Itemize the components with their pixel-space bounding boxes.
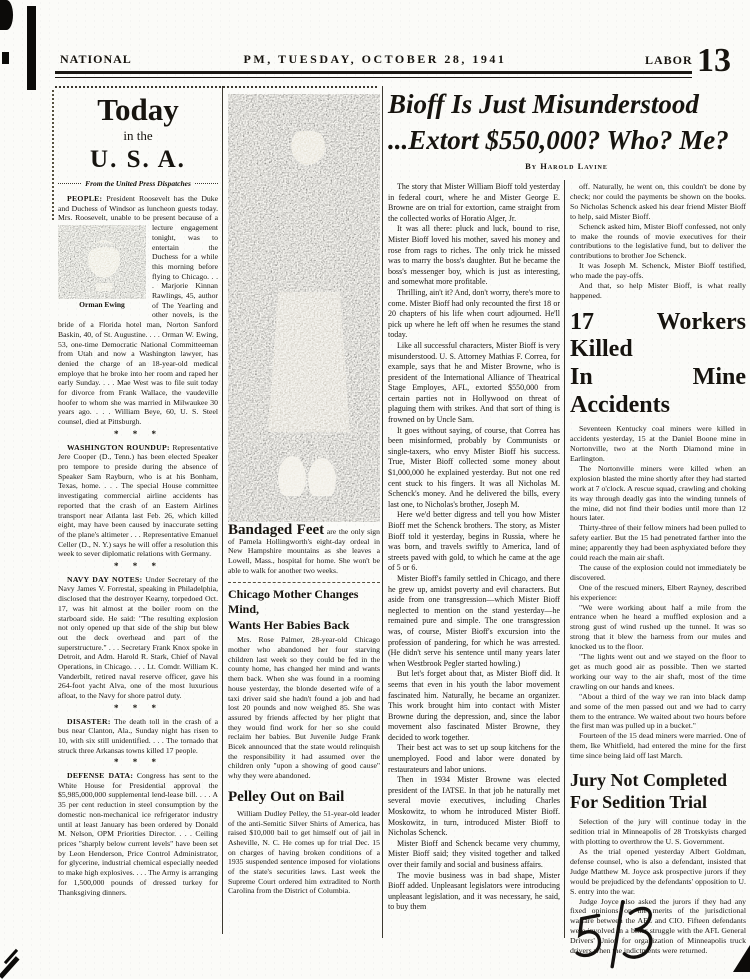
washington-paragraph — [58, 443, 218, 559]
bioff-column-1 — [388, 182, 560, 940]
mine-paragraph: The Nortonville miners were killed when an explosion blasted the mine shortly after they had started work at 7 o'clock. A rescue squad, crawling and choking its way through deadly gas into the winding tunnels of the mine, did not find their bodies until more than 12 hours later. — [570, 463, 746, 523]
section-separator-2: * * * — [114, 561, 162, 572]
column-rule-3 — [564, 180, 565, 938]
today-title-mid: in the — [123, 128, 153, 143]
washington-lead: WASHINGTON ROUNDUP: — [67, 442, 170, 452]
bioff-paragraph: It was all there: pluck and luck, bound to rise, Mister Bioff loved his mother, saved his money and rose from rags to riches. The only trick he missed was to marry the boss's daughter. But he became the boss's messenger boy, which is just as interesting, and somewhat more profitable. — [388, 224, 560, 287]
people-text-after: present because of a lecture engagement tonight, was to entertain the Duchess for a while this morning before flying to Chicago. . . . Marjorie Kinnan Rawlings, 45, author of The Yearling and other novels, is the bride of a Florida hotel man, Norton Sanford Baskin, 40, of St. Augustine. . . . Orman W. Ewing, 53, one-time Democratic National Committeeman from Utah and now a Washington lawyer, has denied the charge of an 18-year-old medical employe that he broke into her room and raped her early Sunday. . . . Mae West was to file suit today for divorce from Frank Wallace, the vaudeville hoofer to whom she was married in Milwaukee 30 years ago. . . . William Beye, 60, U. S. Steel counsel, died at Pittsburgh. — [58, 213, 218, 427]
bioff-paragraph: The story that Mister William Bioff told yesterday in federal court, where he and Mister George E. Browne are on trial for extortion, came straight from the collected works of Horatio Alger, Jr. — [388, 182, 560, 223]
bioff-paragraph: The movie business was in bad shape, Mister Bioff added. Unpleasant legislators were introducing unpleasant legislation, and it was necessary, he said, to buy them — [388, 870, 560, 912]
photo-caption-lead: Bandaged Feet — [228, 522, 325, 538]
section-separator-4: * * * — [114, 757, 162, 768]
defense-lead: DEFENSE DATA: — [67, 771, 134, 781]
navy-paragraph — [58, 575, 218, 701]
photo-caption — [228, 522, 380, 576]
disaster-paragraph — [58, 717, 218, 756]
bioff-paragraph: Schenck asked him, Mister Bioff confessed, not only to make the rounds of movie executives for their contributions to the legislative fund, but to deliver the contributions to brother Joe Schenck. — [570, 221, 746, 261]
bioff-byline: By Harold Lavine — [525, 160, 608, 171]
header-rule — [55, 71, 692, 78]
mine-paragraph: Thirty-three of their fellow miners had been pulled to safety earlier. But the 15 had penetrated farther into the mine; apparently they had been asphyxiated before they could reach the main air shaft. — [570, 523, 746, 563]
bioff-paragraph: It goes without saying, of course, that Correa has been misinformed, probably by Communists or single-taxers, who envy Mister Bioff his success. True, Mister Bioff collected some money about $1,000,000 he explained yesterday. But not one red cent stuck to his fingers. It was all Nicholas M. Schenck's money. And he delivered the bills, every last one, to Nicholas's brother, Joseph M. — [388, 425, 560, 509]
people-lead: PEOPLE: — [67, 194, 103, 203]
pamela-hollingworth-photo — [228, 94, 380, 522]
film-mark-left-chip — [2, 52, 9, 64]
chicago-headline-line1: Chicago Mother Changes Mind, — [228, 586, 359, 617]
pelley-headline: Pelley Out on Bail — [228, 788, 345, 805]
mine-paragraph: One of the rescued miners, Elbert Rayney, described his experience: — [570, 582, 746, 602]
today-body — [58, 194, 218, 897]
bioff-headline-block — [388, 88, 745, 174]
chicago-headline — [228, 587, 380, 634]
disaster-lead: DISASTER: — [67, 716, 111, 726]
chicago-headline-line2: Wants Her Babies Back — [228, 617, 350, 632]
column-rule-2 — [382, 86, 383, 938]
chicago-body — [228, 635, 380, 781]
today-column — [58, 88, 218, 897]
today-title-usa: U. S. A. — [90, 146, 186, 173]
photo-caption-text: are the only sign of Pamela Hollingworth's eight-day ordeal in New Hampshire mountains as she leaves a Lowell, Mass., hospital for home. She won't be able to walk for another two weeks. — [228, 527, 380, 575]
middle-column — [228, 94, 380, 896]
bioff-paragraph: Then in 1934 Mister Browne was elected president of the IATSE. In that job he naturally met several movie executives, including Charles Moskowitz, to whom he introduced Mister Bioff. Moskowitz, in turn, introduced Mister Bioff to Nicholas Schenck. — [388, 775, 560, 838]
mine-headline-line2: In Mine Accidents — [570, 364, 746, 418]
navy-lead: NAVY DAY NOTES: — [67, 574, 143, 584]
mine-headline-line1: 17 Workers Killed — [570, 308, 746, 363]
bioff-paragraph: off. Naturally, he went on, this couldn't be done by check; nor could the payments be shown on the books. So Nicholas Schenck asked his dear friend Mister Bioff to help, said Mister Bioff. — [570, 182, 746, 221]
film-mark-left-bar — [27, 6, 36, 90]
mine-headline — [570, 309, 746, 419]
pelley-body — [228, 809, 380, 896]
bioff-paragraph: It was Joseph M. Schenck, Mister Bioff testified, who made the pay-offs. — [570, 261, 746, 281]
caption-divider — [228, 582, 380, 583]
bioff-paragraph: Mister Bioff and Schenck became very chummy, Mister Bioff said; they visited together and talked over their family and social and business affairs. — [388, 838, 560, 869]
today-title: Today — [97, 92, 179, 127]
defense-paragraph — [58, 771, 218, 897]
bioff-paragraph: Their best act was to set up soup kitchens for the unemployed. Food and labor were donated by restaurateurs and labor unions. — [388, 743, 560, 774]
mine-paragraph: "About a third of the way we ran into black damp and some of the men passed out and we had to carry them to the entrance. We waited about two hours before the first man was pulled up in a bucket." — [570, 691, 746, 731]
bioff-paragraph: And that, so help Mister Bioff, is what really happened. — [570, 281, 746, 300]
bioff-paragraph: Mister Bioff's family settled in Chicago, and there he grew up, amidst poverty and evil characters. But aside from one transgression—which Mister Bioff neglected to mention on the stand yesterday—he remained pure and simple. The one transgression was, of course, Mister Bioff's excursion into the profession of pandering, for which he was arrested. (He didn't serve his sentence until many years later when Westbrook Pegler started howling.) — [388, 573, 560, 668]
masthead-dateline: PM, TUESDAY, OCTOBER 28, 1941 — [243, 52, 507, 66]
orman-ewing-photo-block — [58, 225, 146, 310]
jury-paragraph: As the trial opened yesterday Albert Goldman, defense counsel, who is also a defendant, insisted that Judge Matthew M. Joyce ask prospective jurors if they would be prejudiced by the defendants' opposition to U. S. entry into the war. — [570, 846, 746, 896]
jury-headline-line1: Jury Not Completed — [570, 770, 727, 791]
column-rule-1 — [222, 86, 223, 934]
washington-text: Representative Jere Cooper (D., Tenn.) has been elected Speaker pro tempore to preside during the absence of Speaker Sam Rayburn, who is at his Bonham, Texas, home. . . . The special House committee investigating commercial airline accidents has reported that the crash of an Eastern Airlines transport near Atlanta last Feb. 26, which killed eight, may have been caused by inaccurate setting of the plane's altimeter . . . Representative Emanuel Celler (D., N. Y.) says he will offer a resolution this week to sever diplomatic relations with Germany. — [58, 442, 218, 559]
bioff-headline-line1: Bioff Is Just Misunderstood — [388, 89, 699, 119]
orman-ewing-caption: Orman Ewing — [79, 300, 125, 310]
bioff-paragraph: But let's forget about that, as Mister Bioff did. It seems that even in his youth the labor movement fascinated him. Naturally, he became an organizer. This work brought him into contact with Mister Browne during the depression, and, since the labor movement also fascinated Mister Browne, they decided to work together. — [388, 669, 560, 742]
jury-paragraph: Selection of the jury will continue today in the sedition trial in Minneapolis of 28 Trotskyists charged with plotting to overthrow the U. S. Government. — [570, 817, 746, 847]
defense-text: Congress has sent to the White House for Presidential approval the $5,985,000,000 supplemental lend-lease bill. . . . A 35 per cent reduction in steel consumption by the domestic non-mechanical ice refrigerator industry until at least January has been ordered by Donald M. Nelson, OPM Priorities Director. . . . Ceiling prices "sharply below current levels" have been set by Leon Henderson, Price Control Administrator, for glycerine, industrial chemical especially needed to make high explosives. . . . The Army is arranging for 1,500,000 pounds of dressed turkey for Thanksgiving dinners. — [58, 771, 219, 897]
mine-paragraph: Fourteen of the 15 dead miners were married. One of them, Ike Whitfield, had entered the mine for the first time since being laid off last March. — [570, 731, 746, 761]
jury-paragraph: Judge Joyce also asked the jurors if they had any fixed opinions on the merits of the jurisdictional warfare between the AFL and CIO. Fifteen defendants were involved in a bitter struggle with the AFL General Drivers' Union for organization of Minneapolis truck drivers when the indictments were returned. — [570, 896, 746, 956]
chicago-paragraph: Mrs. Rose Palmer, 28-year-old Chicago mother who abandoned her four starving children last week so they could be fed in the county home, has changed her mind and wants them back. When she was found in a rooming house yesterday, the blonde deserted wife of a taxi driver said she hadn't found a job and had lost 20 pounds and now weighed 85. She was assured by friends affected by her plight that they would find work for her so she could reclaim her babies. But Juvenile Judge Frank Bicek announced that the state would relinquish the responsibility it had assumed over the children only "upon a showing of good cause" why they were abandoned. — [228, 635, 380, 781]
section-separator-1: * * * — [114, 428, 162, 439]
mine-paragraph: "The lights went out and we stayed on the floor to get as much good air as possible. Then we started working our way to the air shaft, most of the time crawling on our hands and knees. — [570, 652, 746, 691]
today-left-dotted-rule — [52, 90, 54, 220]
pelley-paragraph: William Dudley Pelley, the 51-year-old leader of the anti-Semitic Silver Shirts of America, has raised $10,000 bail to get himself out of jail in Asheville, N. C. He comes up for trial Dec. 15 on charges of having broken conditions of a 1935 suspended sentence imposed for violations of the state's securities laws. Last week the Supreme Court ordered him extradited to North Carolina from the District of Columbia. — [228, 808, 380, 896]
bioff-paragraph: Here we'd better digress and tell you how Mister Bioff met the Schenck brothers. The story, as Mister Bioff told it yesterday, begins in Russia, where he was born, and travels swiftly to America, land of streets paved with gold, to which he came at the age of 5 or 6. — [388, 510, 560, 573]
people-text-before: President Roosevelt has the Duke and Duchess of Windsor as luncheon guests today. Mrs. Roosevelt, unable to be — [58, 194, 218, 223]
today-tagline: From the United Press Dispatches — [58, 179, 218, 188]
jury-headline-line2: For Sedition Trial — [570, 791, 708, 812]
bioff-paragraph: Thrilling, ain't it? And, don't worry, there's more to come. Mister Bioff had only recounted the first 18 or 20 chapters of his life when court adjourned. He'll pick up where he left off when he resumes the stand today. — [388, 287, 560, 340]
mine-paragraph: The cause of the explosion could not immediately be discovered. — [570, 562, 746, 582]
page-number: 13 — [697, 42, 731, 79]
mine-paragraph: "We were working about half a mile from the entrance when he heard a muffled explosion and a strong gust of wind rushed up the tunnel. It was so strong that it blew the harness from our mules and knocked us to the floor. — [570, 602, 746, 652]
section-separator-3: * * * — [114, 702, 162, 713]
orman-ewing-photo — [58, 225, 146, 299]
people-paragraph — [58, 194, 218, 427]
navy-text: Under Secretary of the Navy James V. Forrestal, speaking in Philadelphia, disclosed that the destroyer Kearny, torpedoed Oct. 17, was hit almost at the boiler room on the starboard side. He said: "The resulting explosion not only opened up that side of the ship but blew out the deck overhead and part of the superstructure." . . . Secretary Frank Knox spoke in Detroit, and Adm. Harold R. Stark, Chief of Naval Operations, in Chicago. . . . Lt. Comdr. William K. Vanderbilt, retired naval reserve officer, gave his 264-foot yacht Alva, one of the most luxurious afloat, to the Navy for shore patrol duty. — [58, 574, 218, 701]
mine-paragraph: Seventeen Kentucky coal miners were killed in accidents yesterday, 15 at the Daniel Boone mine in Nortonville, two at the North Diamond mine in Earlington. — [570, 424, 746, 463]
disaster-text: The death toll in the crash of a bus near Clanton, Ala., Sunday night has risen to 10, with six still unidentified. . . . The tornado that struck three Arkansas towns killed 17 people. — [58, 716, 218, 755]
right-column — [570, 182, 746, 968]
bioff-paragraph: Like all successful characters, Mister Bioff is very misunderstood. U. S. Attorney Mathias F. Correa, for example, says that he and Mister Browne, who is president of the International Alliance of Theatrical Stage Employes, AFL, extorted $550,000 from certain parties not in Hollywood on threat of plaguing them with strikes. And that sort of thing is frowned on by Uncle Sam. — [388, 340, 560, 425]
jury-headline — [570, 770, 746, 813]
section-label-left: NATIONAL — [60, 52, 132, 66]
film-mark-top-left-blob — [0, 0, 13, 30]
section-label-right: LABOR — [645, 53, 693, 67]
bioff-headline-line2: ...Extort $550,000? Who? Me? — [388, 125, 729, 156]
